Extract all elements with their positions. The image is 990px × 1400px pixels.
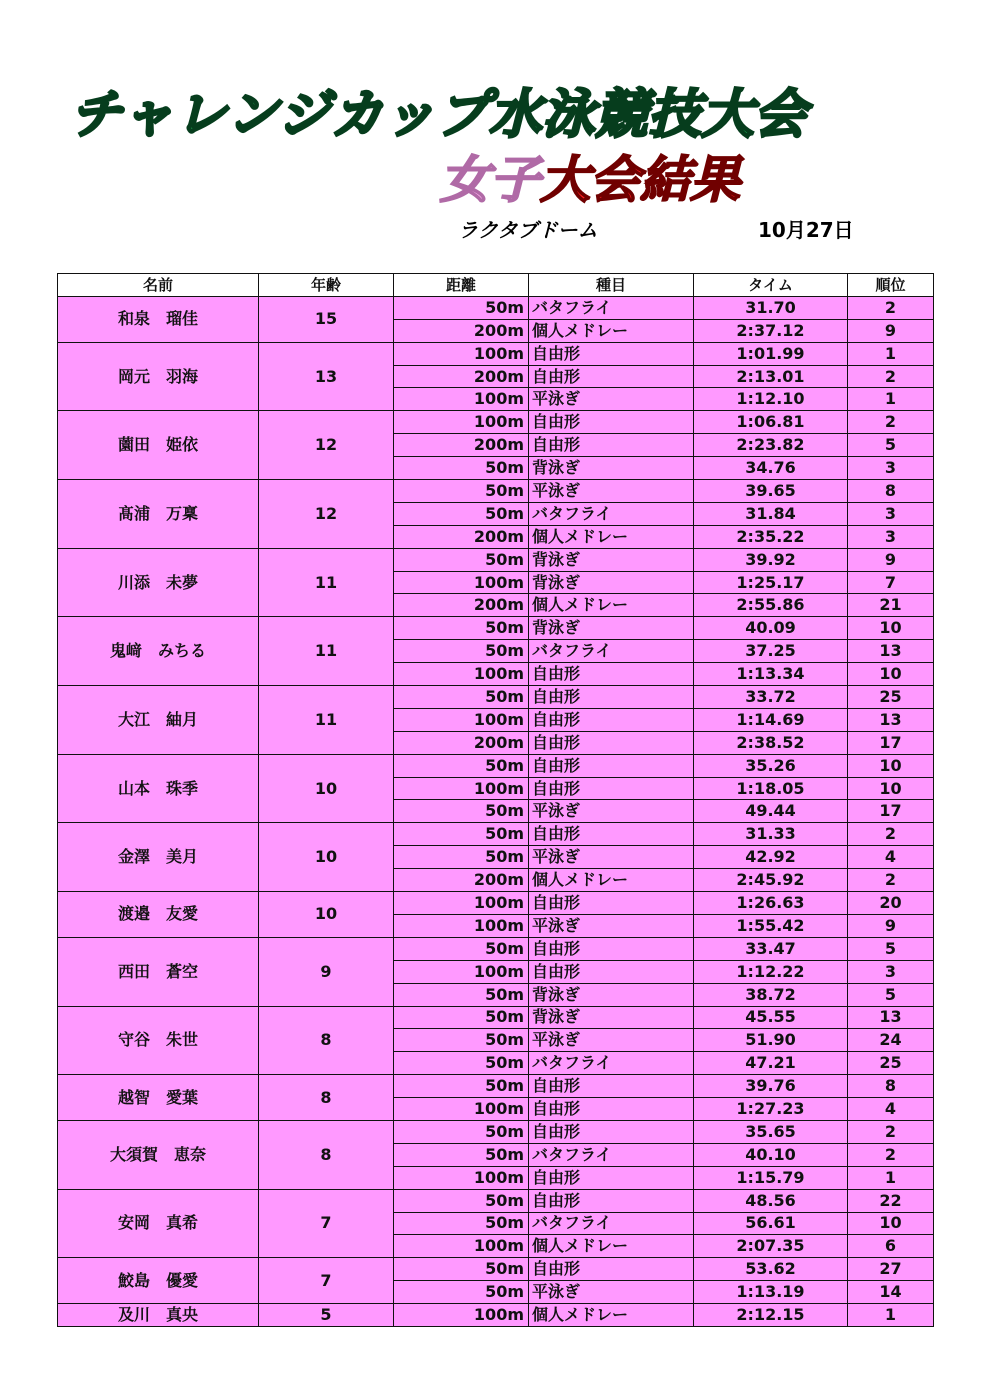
- race-distance: 50m: [394, 480, 529, 503]
- table-row: [58, 342, 934, 365]
- race-distance: 50m: [394, 1258, 529, 1281]
- race-rank: 27: [848, 1258, 934, 1281]
- race-distance: 100m: [394, 663, 529, 686]
- race-rank: 21: [848, 594, 934, 617]
- race-event: 自由形: [529, 365, 694, 388]
- race-distance: 50m: [394, 640, 529, 663]
- race-time: 37.25: [694, 640, 848, 663]
- race-time: 1:55.42: [694, 914, 848, 937]
- swimmer-name: 渡邉 友愛: [58, 892, 259, 938]
- race-rank: 5: [848, 983, 934, 1006]
- race-distance: 100m: [394, 571, 529, 594]
- table-row: [58, 686, 934, 709]
- race-event: バタフライ: [529, 296, 694, 319]
- race-time: 1:15.79: [694, 1166, 848, 1189]
- race-time: 35.26: [694, 754, 848, 777]
- race-time: 31.70: [694, 296, 848, 319]
- race-distance: 200m: [394, 319, 529, 342]
- table-row: [58, 1189, 934, 1212]
- race-time: 31.84: [694, 502, 848, 525]
- race-time: 45.55: [694, 1006, 848, 1029]
- race-event: 個人メドレー: [529, 319, 694, 342]
- race-event: 個人メドレー: [529, 1304, 694, 1327]
- race-event: 平泳ぎ: [529, 388, 694, 411]
- swimmer-age: 10: [259, 754, 394, 823]
- race-time: 34.76: [694, 457, 848, 480]
- race-event: 自由形: [529, 1075, 694, 1098]
- column-header-age: 年齢: [259, 274, 394, 297]
- results-subtitle: [440, 140, 740, 212]
- race-distance: 200m: [394, 525, 529, 548]
- race-event: 自由形: [529, 1098, 694, 1121]
- race-distance: 50m: [394, 983, 529, 1006]
- race-time: 2:13.01: [694, 365, 848, 388]
- table-row: [58, 480, 934, 503]
- race-distance: 50m: [394, 846, 529, 869]
- race-distance: 100m: [394, 708, 529, 731]
- race-time: 40.09: [694, 617, 848, 640]
- race-distance: 50m: [394, 823, 529, 846]
- swimmer-name: 川添 未夢: [58, 548, 259, 617]
- race-rank: 1: [848, 388, 934, 411]
- race-time: 1:12.10: [694, 388, 848, 411]
- race-distance: 50m: [394, 548, 529, 571]
- results-table: [57, 273, 934, 1327]
- race-rank: 8: [848, 1075, 934, 1098]
- race-distance: 100m: [394, 914, 529, 937]
- swimmer-name: 鬼﨑 みちる: [58, 617, 259, 686]
- swimmer-name: 金澤 美月: [58, 823, 259, 892]
- race-time: 33.72: [694, 686, 848, 709]
- race-event: 自由形: [529, 663, 694, 686]
- race-event: 平泳ぎ: [529, 914, 694, 937]
- race-event: 背泳ぎ: [529, 983, 694, 1006]
- table-row: [58, 1304, 934, 1327]
- race-event: 自由形: [529, 777, 694, 800]
- race-time: 2:37.12: [694, 319, 848, 342]
- race-event: 背泳ぎ: [529, 617, 694, 640]
- race-rank: 4: [848, 1098, 934, 1121]
- race-event: 平泳ぎ: [529, 1029, 694, 1052]
- race-time: 53.62: [694, 1258, 848, 1281]
- race-rank: 2: [848, 869, 934, 892]
- race-time: 48.56: [694, 1189, 848, 1212]
- swimmer-name: 越智 愛葉: [58, 1075, 259, 1121]
- race-time: 2:07.35: [694, 1235, 848, 1258]
- race-event: 自由形: [529, 937, 694, 960]
- swimmer-age: 15: [259, 296, 394, 342]
- race-rank: 9: [848, 914, 934, 937]
- results-body: [58, 296, 934, 1326]
- race-rank: 5: [848, 434, 934, 457]
- race-rank: 9: [848, 319, 934, 342]
- table-row: [58, 1258, 934, 1281]
- race-distance: 100m: [394, 411, 529, 434]
- race-rank: 20: [848, 892, 934, 915]
- race-event: 個人メドレー: [529, 869, 694, 892]
- race-rank: 2: [848, 1120, 934, 1143]
- swimmer-age: 11: [259, 686, 394, 755]
- race-event: 自由形: [529, 823, 694, 846]
- race-event: 自由形: [529, 686, 694, 709]
- race-rank: 2: [848, 411, 934, 434]
- race-rank: 9: [848, 548, 934, 571]
- table-row: [58, 937, 934, 960]
- race-distance: 50m: [394, 296, 529, 319]
- race-time: 2:23.82: [694, 434, 848, 457]
- race-distance: 50m: [394, 502, 529, 525]
- race-event: 背泳ぎ: [529, 457, 694, 480]
- race-time: 1:14.69: [694, 708, 848, 731]
- table-row: [58, 617, 934, 640]
- swimmer-name: 岡元 羽海: [58, 342, 259, 411]
- race-time: 40.10: [694, 1143, 848, 1166]
- race-event: 自由形: [529, 960, 694, 983]
- race-event: 背泳ぎ: [529, 1006, 694, 1029]
- table-row: [58, 1006, 934, 1029]
- race-event: バタフライ: [529, 640, 694, 663]
- race-event: 自由形: [529, 411, 694, 434]
- race-distance: 100m: [394, 388, 529, 411]
- swimmer-age: 8: [259, 1075, 394, 1121]
- race-time: 1:12.22: [694, 960, 848, 983]
- race-event: 自由形: [529, 708, 694, 731]
- swimmer-age: 13: [259, 342, 394, 411]
- race-rank: 25: [848, 1052, 934, 1075]
- swimmer-name: 大須賀 恵奈: [58, 1120, 259, 1189]
- race-distance: 50m: [394, 1029, 529, 1052]
- swimmer-name: 薗田 姫依: [58, 411, 259, 480]
- swimmer-age: 7: [259, 1189, 394, 1258]
- swimmer-age: 8: [259, 1006, 394, 1075]
- race-time: 39.76: [694, 1075, 848, 1098]
- race-event: バタフライ: [529, 502, 694, 525]
- race-distance: 100m: [394, 1098, 529, 1121]
- race-time: 49.44: [694, 800, 848, 823]
- race-time: 35.65: [694, 1120, 848, 1143]
- swimmer-age: 12: [259, 411, 394, 480]
- swimmer-name: 和泉 瑠佳: [58, 296, 259, 342]
- race-time: 38.72: [694, 983, 848, 1006]
- race-distance: 50m: [394, 1075, 529, 1098]
- table-row: [58, 548, 934, 571]
- race-event: 個人メドレー: [529, 1235, 694, 1258]
- race-distance: 50m: [394, 686, 529, 709]
- table-row: [58, 754, 934, 777]
- race-event: 平泳ぎ: [529, 1281, 694, 1304]
- race-time: 2:45.92: [694, 869, 848, 892]
- race-time: 1:01.99: [694, 342, 848, 365]
- race-rank: 13: [848, 1006, 934, 1029]
- table-row: [58, 823, 934, 846]
- race-event: 個人メドレー: [529, 525, 694, 548]
- table-row: [58, 1120, 934, 1143]
- competition-title: チャレンジカップ水泳競技大会: [70, 85, 808, 145]
- race-time: 56.61: [694, 1212, 848, 1235]
- race-event: 平泳ぎ: [529, 800, 694, 823]
- race-distance: 100m: [394, 1166, 529, 1189]
- race-rank: 13: [848, 708, 934, 731]
- race-time: 2:55.86: [694, 594, 848, 617]
- race-distance: 100m: [394, 960, 529, 983]
- swimmer-name: 山本 珠季: [58, 754, 259, 823]
- swimmer-age: 12: [259, 480, 394, 549]
- column-header-distance: 距離: [394, 274, 529, 297]
- swimmer-age: 11: [259, 548, 394, 617]
- race-time: 1:18.05: [694, 777, 848, 800]
- race-event: 自由形: [529, 342, 694, 365]
- race-rank: 7: [848, 571, 934, 594]
- race-rank: 10: [848, 617, 934, 640]
- race-time: 47.21: [694, 1052, 848, 1075]
- race-event: 背泳ぎ: [529, 548, 694, 571]
- race-event: 自由形: [529, 1166, 694, 1189]
- race-event: バタフライ: [529, 1212, 694, 1235]
- race-event: 自由形: [529, 731, 694, 754]
- race-rank: 24: [848, 1029, 934, 1052]
- race-time: 1:13.34: [694, 663, 848, 686]
- race-rank: 5: [848, 937, 934, 960]
- swimmer-name: 守谷 朱世: [58, 1006, 259, 1075]
- race-rank: 3: [848, 525, 934, 548]
- race-time: 1:25.17: [694, 571, 848, 594]
- race-distance: 50m: [394, 1212, 529, 1235]
- event-date: 10月27日: [758, 218, 854, 242]
- race-time: 33.47: [694, 937, 848, 960]
- race-event: 平泳ぎ: [529, 480, 694, 503]
- race-time: 31.33: [694, 823, 848, 846]
- race-event: 自由形: [529, 1258, 694, 1281]
- race-rank: 3: [848, 502, 934, 525]
- race-rank: 1: [848, 1304, 934, 1327]
- swimmer-age: 9: [259, 937, 394, 1006]
- race-rank: 22: [848, 1189, 934, 1212]
- race-rank: 25: [848, 686, 934, 709]
- race-distance: 50m: [394, 754, 529, 777]
- race-time: 1:06.81: [694, 411, 848, 434]
- race-distance: 200m: [394, 365, 529, 388]
- race-distance: 50m: [394, 1143, 529, 1166]
- race-distance: 50m: [394, 1281, 529, 1304]
- race-event: 平泳ぎ: [529, 846, 694, 869]
- race-rank: 1: [848, 342, 934, 365]
- table-row: [58, 411, 934, 434]
- swimmer-age: 10: [259, 892, 394, 938]
- race-time: 2:38.52: [694, 731, 848, 754]
- subtitle-girls: 女子: [440, 151, 540, 209]
- race-time: 2:12.15: [694, 1304, 848, 1327]
- race-distance: 100m: [394, 1235, 529, 1258]
- race-event: 自由形: [529, 1120, 694, 1143]
- race-time: 51.90: [694, 1029, 848, 1052]
- race-rank: 17: [848, 731, 934, 754]
- race-distance: 200m: [394, 731, 529, 754]
- race-time: 39.92: [694, 548, 848, 571]
- race-time: 42.92: [694, 846, 848, 869]
- race-distance: 100m: [394, 1304, 529, 1327]
- race-event: 背泳ぎ: [529, 571, 694, 594]
- race-rank: 3: [848, 960, 934, 983]
- venue-name: ラクタブドーム: [458, 218, 598, 242]
- swimmer-name: 鮫島 優愛: [58, 1258, 259, 1304]
- race-time: 39.65: [694, 480, 848, 503]
- race-rank: 2: [848, 365, 934, 388]
- column-header-rank: 順位: [848, 274, 934, 297]
- race-distance: 50m: [394, 1006, 529, 1029]
- race-event: バタフライ: [529, 1143, 694, 1166]
- race-distance: 200m: [394, 869, 529, 892]
- race-distance: 50m: [394, 457, 529, 480]
- race-distance: 100m: [394, 342, 529, 365]
- table-row: [58, 892, 934, 915]
- race-event: 自由形: [529, 892, 694, 915]
- race-time: 2:35.22: [694, 525, 848, 548]
- race-distance: 200m: [394, 594, 529, 617]
- swimmer-age: 8: [259, 1120, 394, 1189]
- race-event: 自由形: [529, 1189, 694, 1212]
- swimmer-name: 髙浦 万稟: [58, 480, 259, 549]
- race-time: 1:27.23: [694, 1098, 848, 1121]
- race-time: 1:26.63: [694, 892, 848, 915]
- race-rank: 6: [848, 1235, 934, 1258]
- column-header-time: タイム: [694, 274, 848, 297]
- column-header-name: 名前: [58, 274, 259, 297]
- race-rank: 14: [848, 1281, 934, 1304]
- race-rank: 2: [848, 1143, 934, 1166]
- column-header-event: 種目: [529, 274, 694, 297]
- race-distance: 50m: [394, 800, 529, 823]
- race-distance: 50m: [394, 1189, 529, 1212]
- race-rank: 10: [848, 777, 934, 800]
- swimmer-age: 7: [259, 1258, 394, 1304]
- race-rank: 1: [848, 1166, 934, 1189]
- race-event: 自由形: [529, 434, 694, 457]
- race-distance: 50m: [394, 1120, 529, 1143]
- race-distance: 50m: [394, 1052, 529, 1075]
- swimmer-name: 安岡 真希: [58, 1189, 259, 1258]
- swimmer-name: 西田 蒼空: [58, 937, 259, 1006]
- race-rank: 2: [848, 296, 934, 319]
- table-row: [58, 1075, 934, 1098]
- swimmer-name: 及川 真央: [58, 1304, 259, 1327]
- race-distance: 200m: [394, 434, 529, 457]
- race-event: バタフライ: [529, 1052, 694, 1075]
- race-event: 自由形: [529, 754, 694, 777]
- race-rank: 10: [848, 1212, 934, 1235]
- race-rank: 8: [848, 480, 934, 503]
- race-event: 個人メドレー: [529, 594, 694, 617]
- subtitle-results: 大会結果: [540, 151, 740, 209]
- swimmer-name: 大江 紬月: [58, 686, 259, 755]
- race-rank: 2: [848, 823, 934, 846]
- race-rank: 3: [848, 457, 934, 480]
- race-rank: 17: [848, 800, 934, 823]
- race-distance: 50m: [394, 617, 529, 640]
- swimmer-age: 10: [259, 823, 394, 892]
- swimmer-age: 11: [259, 617, 394, 686]
- race-distance: 100m: [394, 777, 529, 800]
- header-row: [58, 274, 934, 297]
- race-time: 1:13.19: [694, 1281, 848, 1304]
- race-rank: 4: [848, 846, 934, 869]
- race-distance: 50m: [394, 937, 529, 960]
- race-rank: 10: [848, 663, 934, 686]
- race-rank: 10: [848, 754, 934, 777]
- race-distance: 100m: [394, 892, 529, 915]
- swimmer-age: 5: [259, 1304, 394, 1327]
- race-rank: 13: [848, 640, 934, 663]
- table-row: [58, 296, 934, 319]
